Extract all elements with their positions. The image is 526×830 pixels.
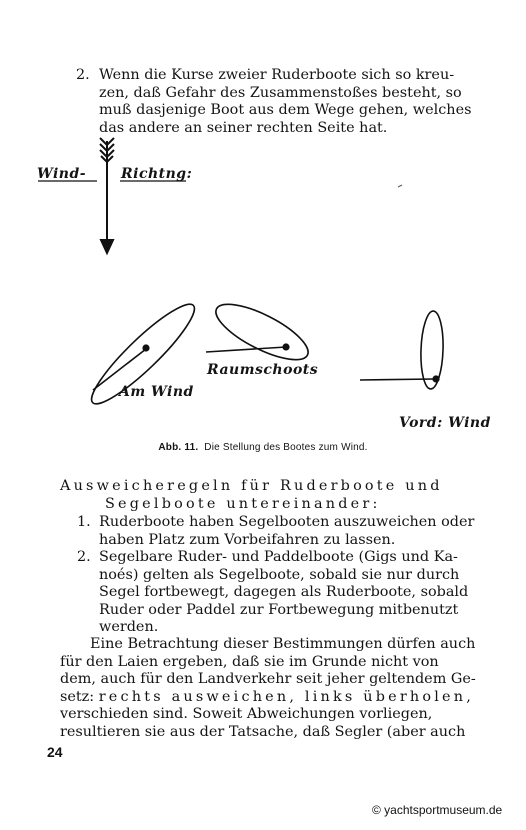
heading-line: Segelboote untereinander: — [105, 496, 381, 512]
text-line: muß dasjenige Boot aus dem Wege gehen, welches — [99, 102, 472, 118]
raumschoots-boat-icon — [206, 294, 315, 371]
print-mark — [398, 185, 402, 187]
text-line: für den Laien ergeben, daß sie im Grunde nicht von — [60, 653, 439, 670]
caption-number: Abb. 11. — [158, 442, 199, 453]
section-heading — [60, 477, 490, 513]
page-number: 24 — [47, 744, 63, 760]
law-spaced-text: rechts ausweichen, links überholen, — [98, 688, 475, 705]
raumschoots-label: Raumschoots — [207, 362, 319, 378]
wind-arrow-icon — [100, 138, 114, 253]
vor-wind-boat-icon — [360, 311, 444, 390]
text-line: Segel fortbewegt, dagegen als Ruderboote, sobald — [99, 584, 469, 600]
wind-label: Wind- — [37, 166, 87, 182]
law-prefix: setz: — [60, 688, 95, 705]
text-line: Wenn die Kurse zweier Ruderboote sich so kreu- — [99, 67, 455, 83]
text-line: Eine Betrachtung dieser Bestimmungen dürfen auch — [90, 636, 476, 652]
text-line — [60, 689, 490, 707]
text-line: Segelbare Ruder- und Paddelboote (Gigs und Ka- — [99, 549, 458, 565]
heading-line: Ausweicheregeln für Ruderboote und — [60, 478, 443, 494]
text-line: noés) gelten als Segelboote, sobald sie nur durch — [99, 566, 460, 583]
text-line: haben Platz zum Vorbeifahren zu lassen. — [99, 531, 396, 548]
text-line: Ruderboote haben Segelbooten auszuweichen oder — [99, 514, 475, 530]
rule-number: 2. — [76, 67, 90, 83]
direction-label: Richtng: — [121, 166, 193, 182]
figure-caption — [0, 442, 526, 453]
text-line: das andere an seiner rechten Seite hat. — [99, 119, 388, 136]
caption-text: Die Stellung des Bootes zum Wind. — [204, 442, 368, 453]
closing-paragraph — [60, 636, 490, 741]
am-wind-label: Am Wind — [119, 384, 194, 400]
text-line: dem, auch für den Landverkehr seit jeher geltendem Ge- — [60, 671, 476, 687]
rule-item-1 — [99, 514, 491, 549]
vor-wind-label: Vord: Wind — [399, 415, 491, 431]
item-number: 2. — [77, 549, 91, 565]
watermark: © yachtsportmuseum.de — [372, 803, 503, 817]
text-line: zen, daß Gefahr des Zusammenstoßes besteht, so — [99, 84, 462, 101]
text-line: Ruder oder Paddel zur Fortbewegung mitbenutzt — [99, 601, 459, 618]
text-line: resultieren sie aus der Tatsache, daß Segler (aber auch — [60, 723, 466, 740]
item-number: 1. — [77, 514, 91, 530]
rule-item-2 — [99, 549, 491, 637]
text-line: werden. — [99, 619, 159, 635]
text-line: verschieden sind. Soweit Abweichungen vorliegen, — [60, 706, 433, 722]
